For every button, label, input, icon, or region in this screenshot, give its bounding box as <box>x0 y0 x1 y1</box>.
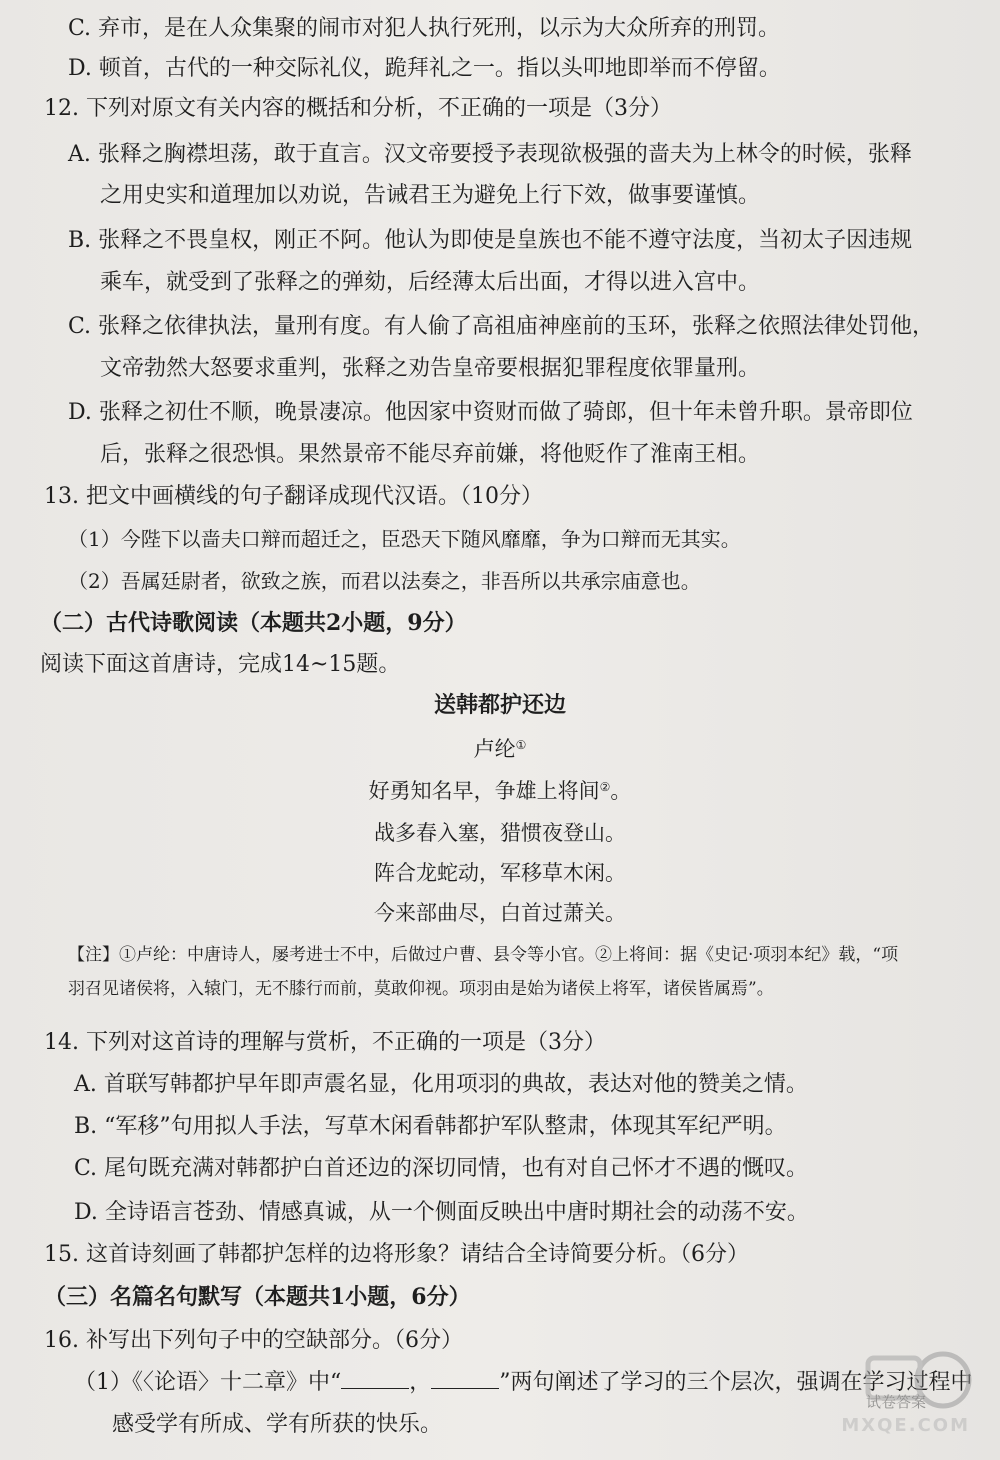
poem-line-1 <box>0 776 1000 806</box>
question-16-item-1-prefix: （1）《〈论语〉十二章》中“ <box>74 1370 342 1395</box>
question-14: 14. 下列对这首诗的理解与赏析，不正确的一项是（3分） <box>44 1030 606 1055</box>
site-watermark <box>808 1322 978 1442</box>
poem-note-1: 【注】①卢纶：中唐诗人，屡考进士不中，后做过户曹、县令等小官。②上将间：据《史记·项羽本纪》载，“项 <box>68 945 899 965</box>
option-14c: C. 尾句既充满对韩都护白首还边的深切同情，也有对自己怀才不遇的慨叹。 <box>74 1156 809 1181</box>
poem-line-1-end: 。 <box>610 779 632 803</box>
poem-author-name: 卢纶 <box>473 737 516 761</box>
question-12: 12. 下列对原文有关内容的概括和分析，不正确的一项是（3分） <box>44 96 672 121</box>
section-2-heading: （二）古代诗歌阅读（本题共2小题，9分） <box>40 610 467 636</box>
option-12a: A. 张释之胸襟坦荡，敢于直言。汉文帝要授予表现欲极强的啬夫为上林令的时候，张释 <box>68 142 912 167</box>
question-15: 15. 这首诗刻画了韩都护怎样的边将形象？请结合全诗简要分析。（6分） <box>44 1242 749 1267</box>
poem-author <box>0 734 1000 764</box>
option-12b: B. 张释之不畏皇权，刚正不阿。他认为即使是皇族也不能不遵守法度，当初太子因违规 <box>68 228 913 253</box>
poem-line-4: 今来部曲尽，白首过萧关。 <box>374 901 626 925</box>
option-14b: B. “军移”句用拟人手法，写草木闲看韩都护军队整肃，体现其军纪严明。 <box>74 1114 787 1139</box>
question-16-item-1-cont: 感受学有所成、学有所获的快乐。 <box>112 1412 443 1437</box>
watermark-en-text: MXQE.COM <box>841 1415 970 1436</box>
poem-line-2: 战多春入塞，猎惯夜登山。 <box>374 821 626 845</box>
option-12d: D. 张释之初仕不顺，晚景凄凉。他因家中资财而做了骑郎，但十年未曾升职。景帝即位 <box>68 400 913 425</box>
question-13-sentence-1: （1）今陛下以啬夫口辩而超迁之，臣恐天下随风靡靡，争为口辩而无其实。 <box>68 527 741 551</box>
option-12d-cont: 后，张释之很恐惧。果然景帝不能尽弃前嫌，将他贬作了淮南王相。 <box>100 442 761 467</box>
option-12a-cont: 之用史实和道理加以劝说，告诫君王为避免上行下效，做事要谨慎。 <box>100 183 761 208</box>
answer-blank-2[interactable] <box>431 1370 499 1389</box>
section-3-heading: （三）名篇名句默写（本题共1小题，6分） <box>44 1284 471 1310</box>
poem-line-1-text: 好勇知名早，争雄上将间 <box>368 779 600 803</box>
option-14d: D. 全诗语言苍劲、情感真诚，从一个侧面反映出中唐时期社会的动荡不安。 <box>74 1200 809 1225</box>
question-16-item-1-suffix: ”两句阐述了学习的三个层次，强调在学习过程中 <box>499 1370 973 1395</box>
question-13-sentence-2: （2）吾属廷尉者，欲致之族，而君以法奏之，非吾所以共承宗庙意也。 <box>68 569 701 593</box>
poem-line-3: 阵合龙蛇动，军移草木闲。 <box>374 861 626 885</box>
question-16: 16. 补写出下列句子中的空缺部分。（6分） <box>44 1328 463 1353</box>
poem-note-2: 羽召见诸侯将，入辕门，无不膝行而前，莫敢仰视。项羽由是始为诸侯上将军，诸侯皆属焉”。 <box>68 979 774 999</box>
poem-line-1-footnote-mark: ② <box>599 780 611 794</box>
option-11c: C. 弃市，是在人众集聚的闹市对犯人执行死刑，以示为大众所弃的刑罚。 <box>68 16 781 41</box>
poem-instruction: 阅读下面这首唐诗，完成14~15题。 <box>40 652 401 677</box>
option-12b-cont: 乘车，就受到了张释之的弹劾，后经薄太后出面，才得以进入宫中。 <box>100 270 761 295</box>
poem-author-footnote-mark: ① <box>515 738 527 752</box>
watermark-cn-text: 试卷答案 <box>865 1393 926 1411</box>
question-13: 13. 把文中画横线的句子翻译成现代汉语。（10分） <box>44 484 543 509</box>
poem-title: 送韩都护还边 <box>433 692 566 718</box>
option-12c-cont: 文帝勃然大怒要求重判，张释之劝告皇帝要根据犯罪程度依罪量刑。 <box>100 356 761 381</box>
answer-blank-1[interactable] <box>341 1370 409 1389</box>
option-11d: D. 顿首，古代的一种交际礼仪，跪拜礼之一。指以头叩地即举而不停留。 <box>68 56 781 81</box>
option-12c: C. 张释之依律执法，量刑有度。有人偷了高祖庙神座前的玉环，张释之依照法律处罚他， <box>68 314 935 339</box>
option-14a: A. 首联写韩都护早年即声震名显，化用项羽的典故，表达对他的赞美之情。 <box>74 1072 808 1097</box>
question-16-item-1-comma: ， <box>409 1370 432 1395</box>
